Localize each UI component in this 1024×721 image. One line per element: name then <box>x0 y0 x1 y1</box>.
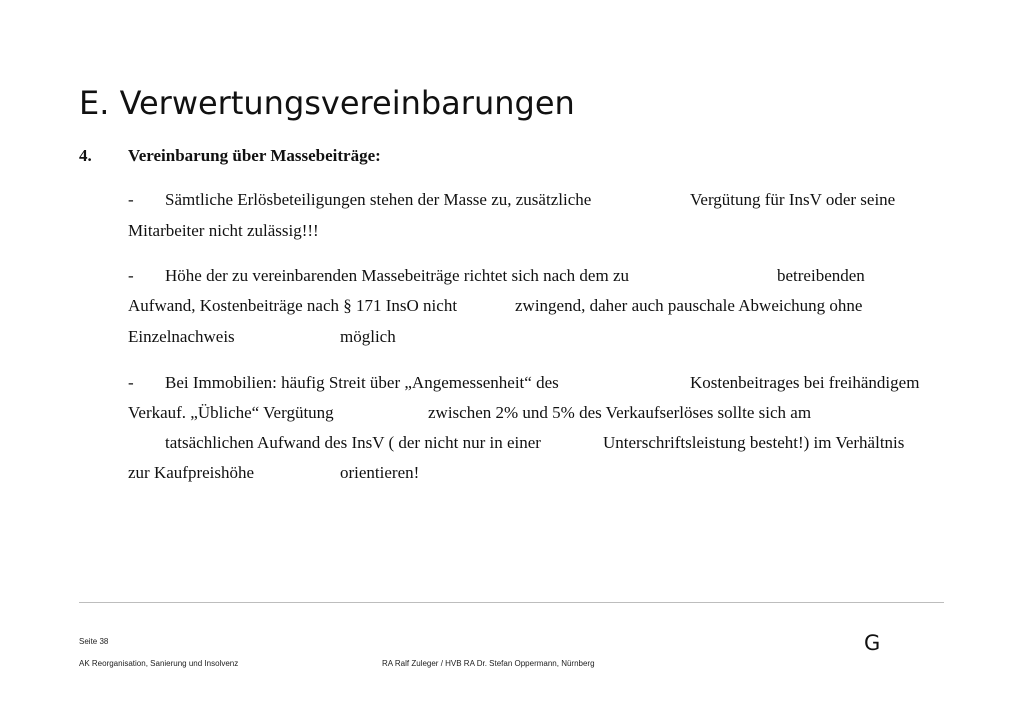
bullet-2-line-2b: zwingend, daher auch pauschale Abweichung ohne <box>515 296 863 315</box>
bullet-2-line-1a: Höhe der zu vereinbarenden Massebeiträge richtet sich nach dem zu <box>165 266 629 285</box>
bullet-dash: - <box>128 373 134 392</box>
bullet-3-line-2b: zwischen 2% und 5% des Verkaufserlöses sollte sich am <box>428 403 812 422</box>
bullet-3-line-1a: Bei Immobilien: häufig Streit über „Angemessenheit“ des <box>165 373 559 392</box>
bullet-1-line-1a: Sämtliche Erlösbeteiligungen stehen der Masse zu, zusätzliche <box>165 190 592 209</box>
bullet-2-line-3b: möglich <box>340 327 396 346</box>
footer-divider <box>79 602 944 603</box>
page-title: E. Verwertungsvereinbarungen <box>79 84 575 122</box>
bullet-3-line-1b: Kostenbeitrages bei freihändigem <box>690 373 920 392</box>
bullet-3-line-3a: tatsächlichen Aufwand des InsV ( der nicht nur in einer <box>165 433 541 452</box>
bullet-3-line-2a: Verkauf. „Übliche“ Vergütung <box>128 403 334 422</box>
bullet-1-line-2: Mitarbeiter nicht zulässig!!! <box>128 221 319 240</box>
footer-authors: RA Ralf Zuleger / HVB RA Dr. Stefan Oppermann, Nürnberg <box>382 659 595 668</box>
bullet-3-line-3b: Unterschriftsleistung besteht!) im Verhältnis <box>603 433 905 452</box>
bullet-1-line-1b: Vergütung für InsV oder seine <box>690 190 896 209</box>
bullet-2-line-3a: Einzelnachweis <box>128 327 235 346</box>
footer-section-letter: G <box>864 631 881 655</box>
bullet-2-line-2a: Aufwand, Kostenbeiträge nach § 171 InsO nicht <box>128 296 458 315</box>
section-heading: Vereinbarung über Massebeiträge: <box>128 146 381 165</box>
bullet-dash: - <box>128 266 134 285</box>
section-number: 4. <box>79 146 92 165</box>
footer-organization: AK Reorganisation, Sanierung und Insolvenz <box>79 659 239 668</box>
footer-page-number: Seite 38 <box>79 637 109 646</box>
bullet-3-line-4b: orientieren! <box>340 463 420 482</box>
bullet-2-line-1b: betreibenden <box>777 266 865 285</box>
bullet-3-line-4a: zur Kaufpreishöhe <box>128 463 255 482</box>
bullet-dash: - <box>128 190 134 209</box>
